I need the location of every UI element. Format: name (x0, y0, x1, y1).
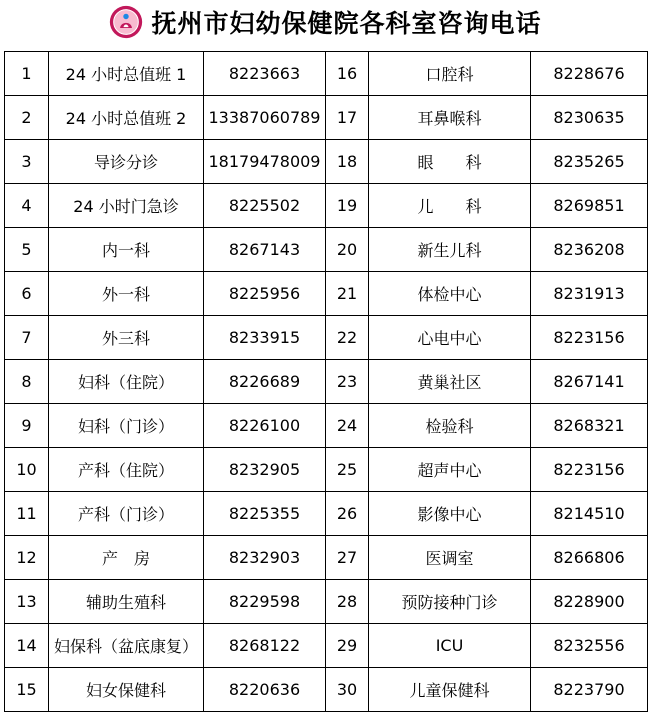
phone-number: 8226100 (204, 404, 326, 448)
row-number: 10 (5, 448, 49, 492)
phone-number: 8228900 (531, 580, 648, 624)
table-row (5, 228, 648, 272)
phone-number: 8232905 (204, 448, 326, 492)
table-row (5, 448, 648, 492)
row-number: 29 (326, 624, 369, 668)
row-number: 14 (5, 624, 49, 668)
row-number: 22 (326, 316, 369, 360)
table-row (5, 668, 648, 712)
phone-number: 8268122 (204, 624, 326, 668)
phone-number: 8226689 (204, 360, 326, 404)
department-name: 导诊分诊 (49, 140, 204, 184)
row-number: 23 (326, 360, 369, 404)
table-row (5, 140, 648, 184)
phone-number: 8228676 (531, 52, 648, 96)
phone-number: 8229598 (204, 580, 326, 624)
row-number: 21 (326, 272, 369, 316)
department-name: 儿童保健科 (369, 668, 531, 712)
phone-number: 8230635 (531, 96, 648, 140)
department-name: 辅助生殖科 (49, 580, 204, 624)
department-name: 医调室 (369, 536, 531, 580)
phone-number: 8223156 (531, 316, 648, 360)
department-name: 预防接种门诊 (369, 580, 531, 624)
phone-number: 8225502 (204, 184, 326, 228)
department-name: 黄巢社区 (369, 360, 531, 404)
row-number: 12 (5, 536, 49, 580)
department-name: 妇科（门诊） (49, 404, 204, 448)
phone-number: 18179478009 (204, 140, 326, 184)
department-name: 影像中心 (369, 492, 531, 536)
department-name: 眼 科 (369, 140, 531, 184)
department-name: 24 小时总值班 2 (49, 96, 204, 140)
phone-number: 8220636 (204, 668, 326, 712)
row-number: 9 (5, 404, 49, 448)
row-number: 11 (5, 492, 49, 536)
phone-number: 8236208 (531, 228, 648, 272)
department-name: 产科（门诊） (49, 492, 204, 536)
department-name: 儿 科 (369, 184, 531, 228)
department-name: 内一科 (49, 228, 204, 272)
phone-number: 8223156 (531, 448, 648, 492)
department-name: 妇科（住院） (49, 360, 204, 404)
phone-number: 8267143 (204, 228, 326, 272)
table-row (5, 624, 648, 668)
table-row (5, 52, 648, 96)
phone-number: 8231913 (531, 272, 648, 316)
department-name: 妇女保健科 (49, 668, 204, 712)
department-name: 心电中心 (369, 316, 531, 360)
department-name: ICU (369, 624, 531, 668)
row-number: 7 (5, 316, 49, 360)
phone-number: 8268321 (531, 404, 648, 448)
table-row (5, 272, 648, 316)
table-row (5, 96, 648, 140)
table-row (5, 316, 648, 360)
row-number: 27 (326, 536, 369, 580)
row-number: 2 (5, 96, 49, 140)
row-number: 18 (326, 140, 369, 184)
department-name: 产 房 (49, 536, 204, 580)
row-number: 26 (326, 492, 369, 536)
phone-number: 8232903 (204, 536, 326, 580)
row-number: 5 (5, 228, 49, 272)
row-number: 4 (5, 184, 49, 228)
phone-number: 8267141 (531, 360, 648, 404)
phone-number: 8269851 (531, 184, 648, 228)
phone-number: 8223663 (204, 52, 326, 96)
department-name: 体检中心 (369, 272, 531, 316)
department-name: 产科（住院） (49, 448, 204, 492)
phone-number: 8233915 (204, 316, 326, 360)
row-number: 25 (326, 448, 369, 492)
phone-number: 8232556 (531, 624, 648, 668)
row-number: 30 (326, 668, 369, 712)
row-number: 28 (326, 580, 369, 624)
row-number: 8 (5, 360, 49, 404)
department-name: 口腔科 (369, 52, 531, 96)
page-title: 抚州市妇幼保健院各科室咨询电话 (151, 9, 542, 38)
department-name: 新生儿科 (369, 228, 531, 272)
department-name: 24 小时总值班 1 (49, 52, 204, 96)
department-name: 24 小时门急诊 (49, 184, 204, 228)
table-row (5, 492, 648, 536)
phone-number: 13387060789 (204, 96, 326, 140)
table-row (5, 404, 648, 448)
phone-number: 8223790 (531, 668, 648, 712)
table-row (5, 580, 648, 624)
hospital-emblem-icon (109, 5, 143, 39)
phone-number: 8225956 (204, 272, 326, 316)
phone-number: 8214510 (531, 492, 648, 536)
row-number: 17 (326, 96, 369, 140)
row-number: 16 (326, 52, 369, 96)
row-number: 3 (5, 140, 49, 184)
table-row (5, 536, 648, 580)
department-name: 检验科 (369, 404, 531, 448)
phone-directory-body (5, 52, 648, 712)
row-number: 20 (326, 228, 369, 272)
row-number: 13 (5, 580, 49, 624)
row-number: 24 (326, 404, 369, 448)
row-number: 15 (5, 668, 49, 712)
page-header (0, 0, 651, 44)
department-name: 外一科 (49, 272, 204, 316)
department-name: 超声中心 (369, 448, 531, 492)
phone-number: 8266806 (531, 536, 648, 580)
table-row (5, 184, 648, 228)
phone-number: 8235265 (531, 140, 648, 184)
row-number: 6 (5, 272, 49, 316)
table-row (5, 360, 648, 404)
department-name: 外三科 (49, 316, 204, 360)
row-number: 1 (5, 52, 49, 96)
phone-directory-table (4, 51, 648, 712)
phone-number: 8225355 (204, 492, 326, 536)
row-number: 19 (326, 184, 369, 228)
department-name: 耳鼻喉科 (369, 96, 531, 140)
department-name: 妇保科（盆底康复） (49, 624, 204, 668)
